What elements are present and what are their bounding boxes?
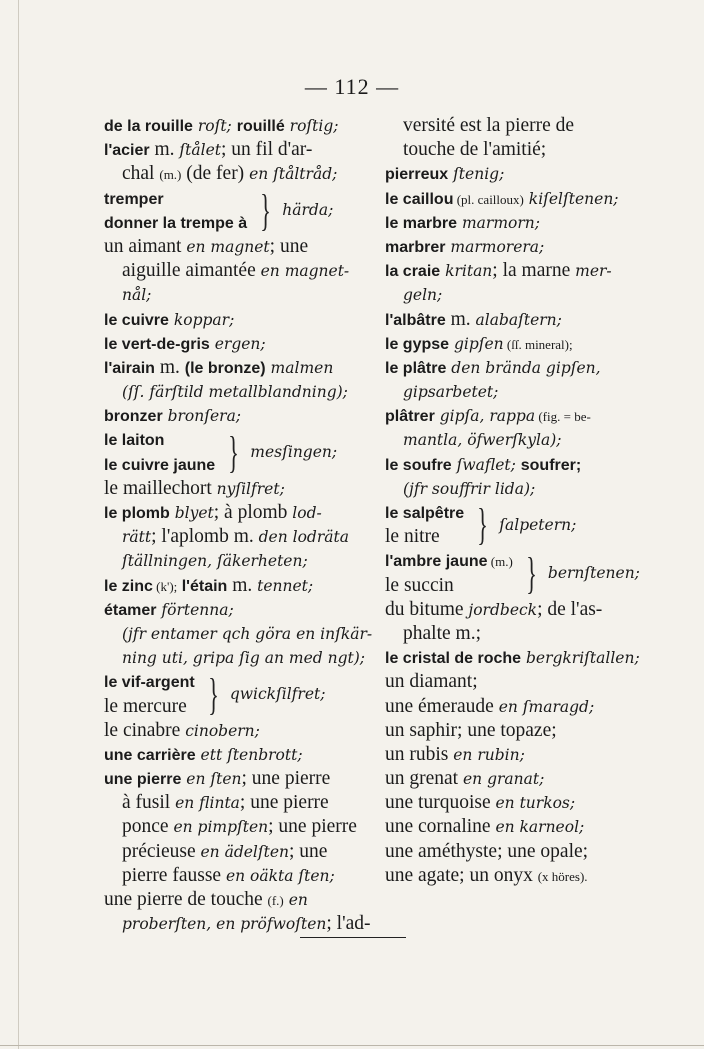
- swedish-translation: den lodräta: [258, 528, 349, 547]
- braced-translation: [548, 564, 640, 583]
- entry-line: [104, 138, 376, 162]
- entry-line: [104, 598, 376, 622]
- braced-translation: [282, 201, 333, 220]
- text-fragment: (fig. = be-: [535, 409, 591, 425]
- swedish-translation: proberſten, en pröfwoſten: [122, 915, 327, 934]
- page-edge: [18, 0, 19, 1049]
- entry-line: [385, 162, 655, 186]
- braced-term: [104, 428, 215, 452]
- text-fragment: ; à plomb: [213, 502, 293, 524]
- text-fragment: ; l'aplomb m.: [151, 526, 259, 548]
- swedish-translation: en karneol;: [495, 818, 585, 837]
- swedish-translation: marmorn;: [457, 213, 540, 232]
- headword: (le bronze): [184, 359, 266, 377]
- headword: le marbre: [385, 214, 458, 232]
- swedish-translation: cinobern;: [185, 721, 260, 740]
- swedish-translation: en ſmaragd;: [498, 697, 595, 716]
- text-fragment: (de fer): [181, 163, 250, 185]
- headword: soufrer;: [520, 456, 582, 474]
- swedish-translation: bernſtenen;: [547, 564, 640, 583]
- curly-brace-icon: }: [477, 500, 488, 550]
- swedish-translation: tennet;: [257, 576, 314, 595]
- headword: bronzer: [104, 408, 163, 426]
- swedish-translation: ſtällningen, ſäkerheten;: [122, 552, 308, 571]
- braced-term: [104, 211, 247, 235]
- headword: le laiton: [104, 432, 165, 450]
- swedish-translation: mantla, öfwerſkyla);: [403, 431, 562, 450]
- entry-line: [385, 211, 655, 235]
- headword: étamer: [104, 601, 157, 619]
- swedish-translation: qwickſilfret;: [229, 685, 326, 704]
- text-fragment: une cornaline: [385, 816, 496, 838]
- entry-line: [104, 719, 376, 743]
- swedish-translation: ſtålet: [179, 141, 221, 160]
- swedish-translation: marmorera;: [445, 237, 545, 256]
- text-fragment: ; l'ad-: [326, 913, 371, 935]
- text-fragment: ; la marne: [492, 260, 576, 282]
- entry-line: [104, 356, 376, 380]
- swedish-translation: nål;: [122, 286, 152, 305]
- entry-line: [104, 815, 376, 839]
- swedish-translation: en magnet: [186, 237, 270, 256]
- entry-line: [104, 743, 376, 767]
- text-fragment: une turquoise: [385, 792, 496, 814]
- entry-line: [385, 356, 655, 380]
- braced-entry: [104, 187, 376, 235]
- swedish-translation: en ſtåltråd;: [249, 165, 338, 184]
- entry-line: [104, 574, 376, 598]
- entry-line: [104, 840, 376, 864]
- braced-terms: [104, 187, 247, 235]
- swedish-translation: en ädelſten: [200, 842, 289, 861]
- right-column: [385, 114, 655, 888]
- entry-line: [385, 114, 655, 138]
- headword: l'albâtre: [385, 311, 446, 329]
- entry-line: [385, 283, 655, 307]
- text-fragment: m.: [227, 574, 258, 596]
- entry-line: [385, 138, 655, 162]
- headword: le cuivre jaune: [104, 456, 216, 474]
- text-fragment: ; une pierre: [268, 816, 357, 838]
- swedish-translation: nyſilfret;: [216, 479, 285, 498]
- swedish-translation: gipsarbetet;: [403, 383, 499, 402]
- text-fragment: à fusil: [122, 792, 176, 814]
- swedish-translation: bronſera;: [162, 407, 242, 426]
- headword: le caillou: [385, 190, 454, 208]
- swedish-translation: ſalpetern;: [499, 515, 577, 534]
- text-fragment: phalte m.;: [403, 622, 481, 644]
- headword: la craie: [385, 263, 441, 281]
- text-fragment: une agate; un onyx: [385, 864, 538, 886]
- braced-term: [385, 501, 464, 525]
- entry-line: [385, 308, 655, 332]
- swedish-translation: härda;: [282, 201, 334, 220]
- swedish-translation: en oäkta ſten;: [225, 866, 335, 885]
- page-number: — 112 —: [304, 74, 400, 99]
- swedish-translation: den brända gipſen,: [446, 358, 601, 377]
- entry-line: [385, 259, 655, 283]
- swedish-translation: förtenna;: [156, 600, 234, 619]
- headword: le zinc: [104, 577, 153, 595]
- text-fragment: une pierre de touche: [104, 889, 268, 911]
- text-fragment: le succin: [385, 574, 454, 596]
- entry-line: [104, 791, 376, 815]
- headword: donner la trempe à: [104, 214, 248, 232]
- swedish-translation: roſtig;: [284, 117, 339, 135]
- headword: de la rouille: [104, 118, 193, 135]
- braced-translation: [250, 443, 337, 462]
- text-fragment: m.: [149, 139, 180, 161]
- entry-line: [385, 864, 655, 888]
- headword: l'ambre jaune: [385, 553, 488, 571]
- text-fragment: ; une: [289, 840, 328, 862]
- curly-brace-icon: }: [228, 427, 240, 477]
- braced-entry: [104, 670, 376, 718]
- entry-line: [104, 767, 376, 791]
- text-fragment: ; une pierre: [239, 792, 329, 814]
- entry-line: [385, 743, 655, 767]
- headword: l'étain: [177, 577, 228, 595]
- text-fragment: aiguille aimantée: [122, 260, 261, 282]
- swedish-translation: en magnet-: [260, 262, 350, 281]
- entry-line: [104, 888, 376, 912]
- entry-line: [385, 453, 655, 477]
- braced-term: [385, 525, 464, 549]
- swedish-translation: kiſelſtenen;: [523, 189, 619, 208]
- text-fragment: précieuse: [122, 840, 201, 862]
- text-fragment: versité est la pierre de: [403, 115, 575, 136]
- swedish-translation: en: [283, 891, 308, 910]
- braced-term: [385, 574, 513, 598]
- swedish-translation: geln;: [403, 286, 443, 305]
- entry-line: [385, 380, 655, 404]
- text-fragment: (m.): [487, 554, 513, 570]
- headword: le soufre: [385, 456, 452, 474]
- entry-line: [385, 719, 655, 743]
- headword: marbrer: [385, 238, 446, 256]
- swedish-translation: en turkos;: [495, 794, 576, 813]
- swedish-translation: mesſingen;: [250, 443, 338, 462]
- entry-line: [104, 162, 376, 186]
- swedish-translation: gipſen: [449, 334, 504, 353]
- text-fragment: ; une pierre: [241, 768, 331, 790]
- entry-line: [385, 840, 655, 864]
- text-fragment: touche de l'amitié;: [403, 139, 547, 161]
- closing-rule: [300, 937, 406, 938]
- entry-line: [104, 501, 376, 525]
- swedish-translation: koppar;: [168, 310, 235, 329]
- headword: le salpêtre: [385, 505, 465, 522]
- swedish-translation: roſt;: [192, 117, 237, 135]
- entry-line: [104, 864, 376, 888]
- braced-entry: [385, 549, 655, 597]
- text-fragment: une améthyste; une opale;: [385, 840, 589, 862]
- braced-terms: [385, 501, 464, 549]
- text-fragment: m.: [154, 356, 185, 378]
- swedish-translation: ergen;: [209, 334, 266, 353]
- entry-line: [104, 235, 376, 259]
- entry-line: [385, 815, 655, 839]
- swedish-translation: en pimpſten: [173, 818, 269, 837]
- text-fragment: (ſſ. mineral);: [503, 336, 573, 352]
- headword: l'acier: [104, 142, 150, 160]
- braced-term: [104, 670, 195, 694]
- text-fragment: (k');: [152, 578, 178, 594]
- entry-line: [104, 622, 376, 646]
- entry-line: [385, 235, 655, 259]
- headword: l'airain: [104, 359, 155, 377]
- headword: le cristal de roche: [385, 650, 522, 668]
- entry-line: [104, 283, 376, 307]
- text-fragment: (f.): [267, 893, 284, 909]
- headword: le cuivre: [104, 311, 169, 329]
- entry-line: [385, 670, 655, 694]
- text-fragment: chal: [122, 163, 160, 185]
- entry-line: [385, 695, 655, 719]
- swedish-translation: rätt: [122, 528, 152, 547]
- entry-line: [104, 525, 376, 549]
- braced-terms: [385, 549, 513, 597]
- entry-line: [104, 477, 376, 501]
- entry-line: [385, 404, 655, 428]
- text-fragment: le cinabre: [104, 719, 186, 741]
- headword: le plomb: [104, 505, 170, 523]
- text-fragment: ; une: [269, 235, 309, 257]
- entry-line: [104, 332, 376, 356]
- entry-line: [385, 791, 655, 815]
- entry-line: [385, 187, 655, 211]
- entry-line: [104, 380, 376, 404]
- braced-translation: [499, 516, 576, 535]
- swedish-translation: (ſſ. färſtild metallblandning);: [122, 383, 348, 402]
- text-fragment: (pl. cailloux): [453, 191, 524, 207]
- swedish-translation: mer-: [575, 262, 612, 281]
- entry-line: [104, 912, 376, 936]
- entry-line: [104, 308, 376, 332]
- braced-term: [104, 187, 247, 211]
- text-fragment: le nitre: [385, 526, 440, 548]
- swedish-translation: ett ſtenbrott;: [195, 745, 303, 764]
- text-fragment: pierre fausse: [122, 864, 226, 886]
- text-fragment: un grenat: [385, 768, 463, 790]
- swedish-translation: jordbeck: [468, 600, 538, 619]
- entry-line: [385, 767, 655, 791]
- text-fragment: le maillechort: [104, 477, 217, 499]
- curly-brace-icon: }: [207, 669, 219, 719]
- braced-terms: [104, 428, 215, 476]
- headword: le plâtre: [385, 359, 447, 377]
- entry-line: [104, 646, 376, 670]
- entry-line: [385, 332, 655, 356]
- swedish-translation: gipſa, rappa: [434, 407, 536, 426]
- swedish-translation: bergkriſtallen;: [521, 649, 640, 668]
- braced-terms: [104, 670, 195, 718]
- entry-line: [385, 598, 655, 622]
- swedish-translation: ning uti, gripa ſig an med ngt);: [122, 649, 365, 668]
- page-bottom-edge: [0, 1045, 704, 1046]
- text-fragment: (m.): [159, 167, 182, 183]
- swedish-translation: malmen: [265, 358, 334, 377]
- entry-line: [104, 404, 376, 428]
- text-fragment: ponce: [122, 816, 174, 838]
- headword: le vert-de-gris: [104, 335, 210, 353]
- braced-translation: [230, 685, 326, 704]
- swedish-translation: en flinta: [175, 794, 240, 813]
- text-fragment: un rubis: [385, 743, 454, 765]
- text-fragment: m.: [445, 308, 476, 330]
- entry-line: [104, 549, 376, 573]
- entry-line: [385, 622, 655, 646]
- headword: le gypse: [385, 335, 450, 353]
- swedish-translation: (jfr entamer qch göra en inſkär-: [122, 624, 373, 643]
- entry-line: [104, 114, 376, 138]
- swedish-translation: en rubin;: [453, 745, 525, 764]
- swedish-translation: blyet: [169, 504, 214, 523]
- swedish-translation: (jfr souffrir lida);: [403, 479, 536, 498]
- swedish-translation: en granat;: [462, 770, 545, 789]
- braced-term: [104, 695, 195, 719]
- text-fragment: le mercure: [104, 695, 187, 717]
- swedish-translation: ſtenig;: [448, 165, 505, 184]
- swedish-translation: en ſten: [181, 770, 242, 789]
- swedish-translation: alabaſtern;: [475, 310, 562, 329]
- text-fragment: ; de l'as-: [537, 598, 603, 620]
- text-fragment: un diamant;: [385, 671, 478, 693]
- swedish-translation: kritan: [440, 262, 493, 281]
- braced-entry: [385, 501, 655, 549]
- entry-line: [385, 428, 655, 452]
- headword: le vif-argent: [104, 674, 195, 692]
- text-fragment: une émeraude: [385, 695, 499, 717]
- headword: une pierre: [104, 771, 182, 789]
- headword: plâtrer: [385, 408, 435, 426]
- entry-line: [385, 646, 655, 670]
- text-fragment: du bitume: [385, 598, 469, 620]
- headword: tremper: [104, 190, 164, 208]
- entry-line: [104, 259, 376, 283]
- braced-term: [104, 453, 215, 477]
- curly-brace-icon: }: [526, 548, 537, 598]
- left-column: [104, 114, 376, 936]
- curly-brace-icon: }: [260, 185, 271, 235]
- text-fragment: un saphir; une topaze;: [385, 719, 557, 741]
- swedish-translation: lod-: [292, 504, 322, 523]
- swedish-translation: ſwaflet;: [451, 455, 521, 474]
- text-fragment: (x höres).: [537, 868, 588, 884]
- braced-term: [385, 549, 513, 573]
- entry-line: [385, 477, 655, 501]
- braced-entry: [104, 428, 376, 476]
- headword: pierreux: [385, 166, 449, 184]
- headword: une carrière: [104, 746, 196, 764]
- headword: rouillé: [236, 118, 285, 135]
- text-fragment: un aimant: [104, 235, 187, 257]
- text-fragment: ; un fil d'ar-: [221, 139, 313, 161]
